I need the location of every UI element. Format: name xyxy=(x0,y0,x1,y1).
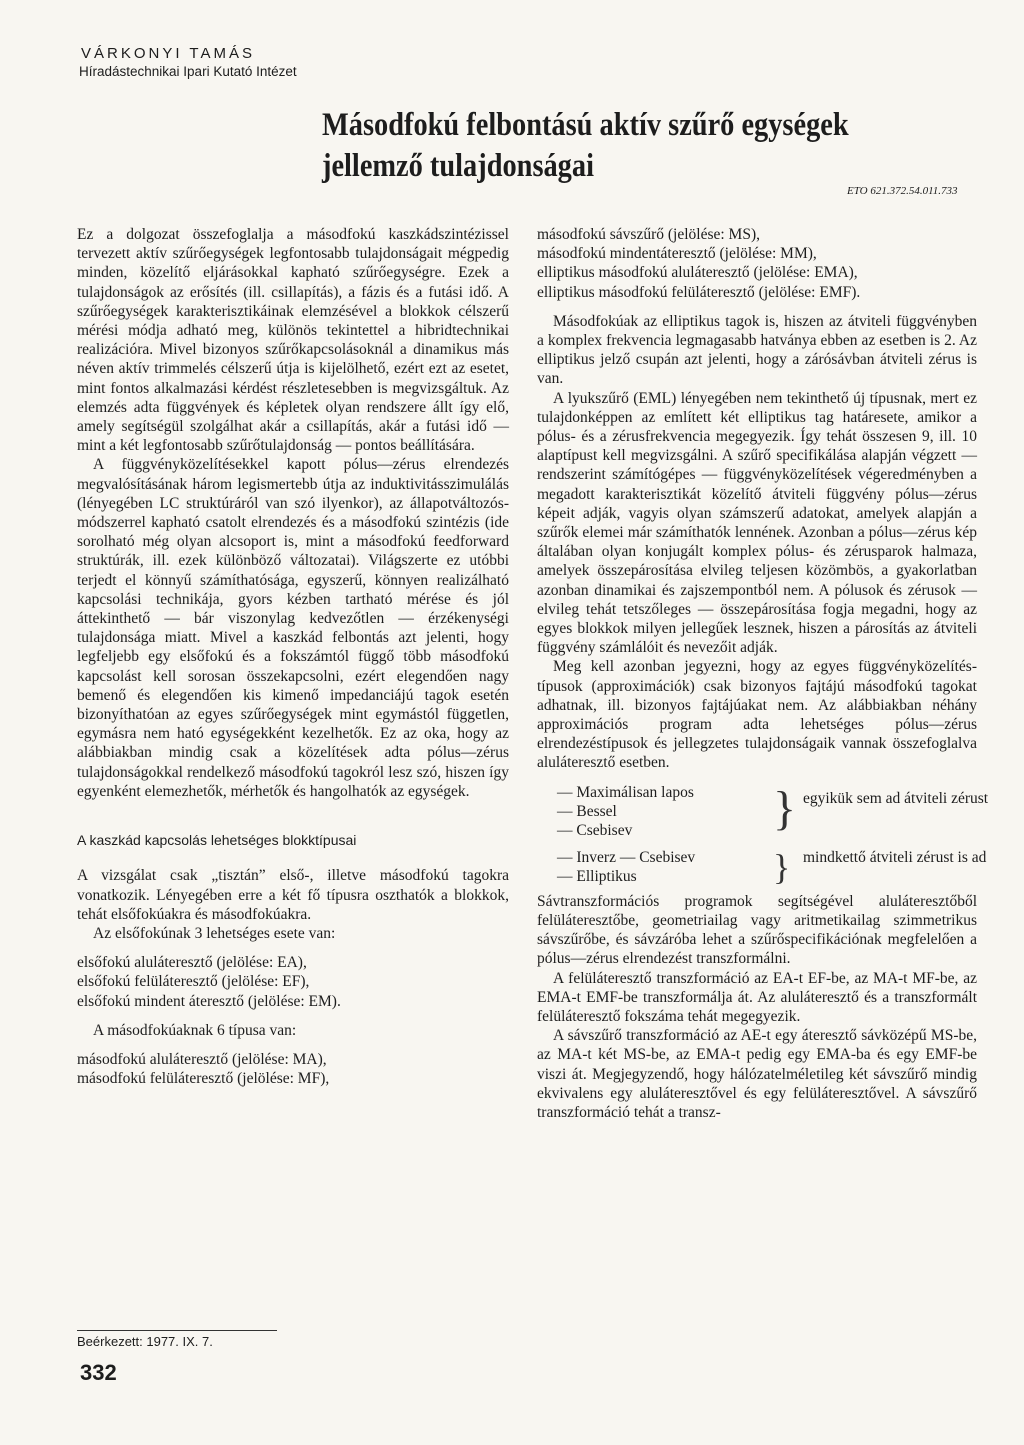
body-paragraph: Az elsőfokúnak 3 lehetséges esete van: xyxy=(93,924,336,942)
received-date: Beérkezett: 1977. IX. 7. xyxy=(77,1330,277,1349)
approximation-table xyxy=(557,781,989,887)
article-title xyxy=(322,105,849,187)
list-item: másodfokú felüláteresztő (jelölése: MF), xyxy=(77,1070,330,1088)
approx-note: egyikük sem ad átviteli zérust xyxy=(803,789,989,807)
list-item: másodfokú mindentáteresztő (jelölése: MM), xyxy=(537,245,817,263)
author-affiliation: Híradástechnikai Ipari Kutató Intézet xyxy=(79,64,297,79)
title-line-1: Másodfokú felbontású aktív szűrő egységek xyxy=(322,107,849,143)
eto-classification: ETO 621.372.54.011.733 xyxy=(847,185,958,197)
body-paragraph: A függvényközelítésekkel kapott pólus—zérus elrendezés megvalósításának három legismertebb útja az induktivitásszimulálás (lényegében LC struktúráról van szó ilyenkor), az állapotváltozós-módszerrel kapható csatolt elrendezés és a másodfokú szintézis (ide sorolható még olyan alcsoport is, mint a másodfokú feedforward struktúrák, ill. ezek különböző változatai). Világszerte ez utóbbi terjedt el könnyű számíthatósága, egyszerű, könnyen realizálható kapcsolási technikája, gyors kézben tartható mérése és jól áttekinthető — bár viszonylag kedvezőtlen — érzékenységi tulajdonsága miatt. Mivel a kaszkád felbontás azt jelenti, hogy legfeljebb egy elsőfokú és a fokszámtól függő több másodfokú kapcsolást kell sorosan összekapcsolni, ezért elegendően nagy bemenő és elegendően kis kimenő impedanciájú tagok esetén bizonyíthatóan az egyes szűrőegységek mint egymástól független, egymásra nem ható egységekként kezelhetők. Ez az oka, hogy az alábbiakban mindig csak a közelítések adta pólus—zérus tulajdonságokkal rendelkező másodfokú tagokról lesz szó, hiszen így egyenként elemezhetők, mérhetők és hangolhatók az egységek. xyxy=(77,456,509,800)
right-column xyxy=(537,225,989,1122)
list-item: elsőfokú mindent áteresztő (jelölése: EM). xyxy=(77,992,341,1010)
approx-item: — Inverz — Csebisev xyxy=(557,848,696,866)
body-paragraph: A felüláteresztő transzformáció az EA-t EF-be, az MA-t MF-be, az EMA-t EMF-be transzformálja át. Az aluláteresztő és a transzformált felüláteresztő fokszáma tehát megegyezik. xyxy=(537,969,977,1025)
body-paragraph: A sávszűrő transzformáció az AE-t egy áteresztő sávközépű MS-be, az MA-t két MS-be, az EMA-t pedig egy EMA-ba és egy EMF-be viszi át. Megjegyzendő, hogy hálózatelméletileg két sávszűrő mindig ekvivalens egy aluláteresztővel és egy felüláteresztővel. A sávszűrő transzformáció tehát a transz- xyxy=(537,1027,977,1121)
first-order-list xyxy=(77,953,509,1011)
author-name: VÁRKONYI TAMÁS xyxy=(81,45,255,62)
second-order-list-continued xyxy=(537,225,977,302)
list-item: elliptikus másodfokú felüláteresztő (jelölése: EMF). xyxy=(537,283,861,301)
page-number: 332 xyxy=(80,1360,117,1385)
section-heading: A kaszkád kapcsolás lehetséges blokktípusai xyxy=(77,832,357,849)
brace-icon: } xyxy=(773,846,791,887)
body-paragraph: A másodfokúaknak 6 típusa van: xyxy=(93,1021,297,1039)
left-column xyxy=(77,225,509,1088)
approx-note: mindkettő átviteli zérust is ad xyxy=(803,848,987,866)
body-paragraph: A lyukszűrő (EML) lényegében nem tekinthető új típusnak, mert ez tulajdonképpen az említett két elliptikus tag határesete, amikor a pólus- és a zérusfrekvencia megegyezik. Így tehát összesen 9, ill. 10 alaptípust kell megvizsgálni. A szűrő specifikálása alapján végzett — rendszerint számítógépes — függvényközelítések végeredményben a megadott karakterisztikát közelítő átviteli függvény pólus—zérus képeit adják, vagyis olyan számszerű adatokat, amelyek alapján a szűrők elemei már számíthatók lennének. Azonban a pólus—zérus kép általában olyan konjugált komplex pólus- és zérusparok halmaza, amelyek összepárosítása elvileg teljesen közömbös, a gyakorlatban azonban dinamikai és zajszempontból nem. A pólusok és zérusok — elvileg tehát tetszőleges — összepárosítása fogja megadni, hogy az egyes blokkok milyen jellegűek lesznek, hiszen a párosítás az átviteli függvény számlálóit és nevezőit adják. xyxy=(537,389,977,657)
title-line-2: jellemző tulajdonságai xyxy=(322,148,594,184)
brace-icon: } xyxy=(773,781,797,835)
body-paragraph: Másodfokúak az elliptikus tagok is, hiszen az átviteli függvényben a komplex frekvencia legmagasabb hatványa ebben az esetben is 2. Az elliptikus jelző csupán azt jelenti, hogy a zárósávban átviteli zérus is van. xyxy=(537,312,977,388)
approx-item: — Elliptikus xyxy=(557,867,637,885)
approx-item: — Bessel xyxy=(557,802,617,820)
approx-item: — Maximálisan lapos xyxy=(557,783,694,801)
body-paragraph: Meg kell azonban jegyezni, hogy az egyes függvényközelítés-típusok (approximációk) csak bizonyos fajtájú másodfokú tagokat adhatnak, ill. bizonyos fajtájúakat nem. Az alábbiakban néhány approximációs program adta lehetséges pólus—zérus elrendezéstípusok és jellegzetes tulajdonságaik vannak összefoglalva aluláteresztő esetben. xyxy=(537,658,977,772)
second-order-list xyxy=(77,1050,509,1088)
abstract-paragraph: Ez a dolgozat összefoglalja a másodfokú kaszkádszintézissel tervezett aktív szűrőegységek legfontosabb tulajdonságait mégpedig minden, közelítő eljárásokkal kapható szűrőegységre. Ezek a tulajdonságok az erősítés (ill. csillapítás), a fázis és a futási idő. A szűrőegységek karakterisztikáinak elemzésével a blokkok célszerű mérési módja adható meg, különös tekintettel a hibridtechnikai realizációra. Mivel bizonyos szűrőkapcsolásoknál a dinamikus más néven aktív trimmelés célszerű útja is kijelölhető, ezért ezt az esetet, mint fontos alkalmazási kérdést részletesebben is megvizsgáltuk. Az elemzés adta függvények és képletek olyan rendszere állt így elő, amely segítségül szolgálhat akár a csillapítás, akár a futási idő — mint a két legfontosabb szűrőtulajdonság — pontos beállítására. xyxy=(77,226,509,455)
approx-group-1 xyxy=(557,783,767,840)
approx-group-2 xyxy=(557,848,767,886)
list-item: elsőfokú aluláteresztő (jelölése: EA), xyxy=(77,954,307,972)
body-paragraph: Sávtranszformációs programok segítségével aluláteresztőből felüláteresztőbe, geometriailag vagy aritmetikailag szimmetrikus sávszűrőbe, és sávzáróba lehet a szűrőspecifikációnak megfelelően a pólus—zérus elrendezést transzformálni. xyxy=(537,892,977,968)
body-paragraph: A vizsgálat csak „tisztán” első-, illetve másodfokú tagokra vonatkozik. Lényegében erre a két fő típusra oszthatók a blokkok, tehát elsőfokúakra és másodfokúakra. xyxy=(77,867,509,923)
list-item: elliptikus másodfokú aluláteresztő (jelölése: EMA), xyxy=(537,264,858,282)
approx-item: — Csebisev xyxy=(557,821,633,839)
list-item: elsőfokú felüláteresztő (jelölése: EF), xyxy=(77,973,310,991)
list-item: másodfokú aluláteresztő (jelölése: MA), xyxy=(77,1050,327,1068)
list-item: másodfokú sávszűrő (jelölése: MS), xyxy=(537,226,760,243)
